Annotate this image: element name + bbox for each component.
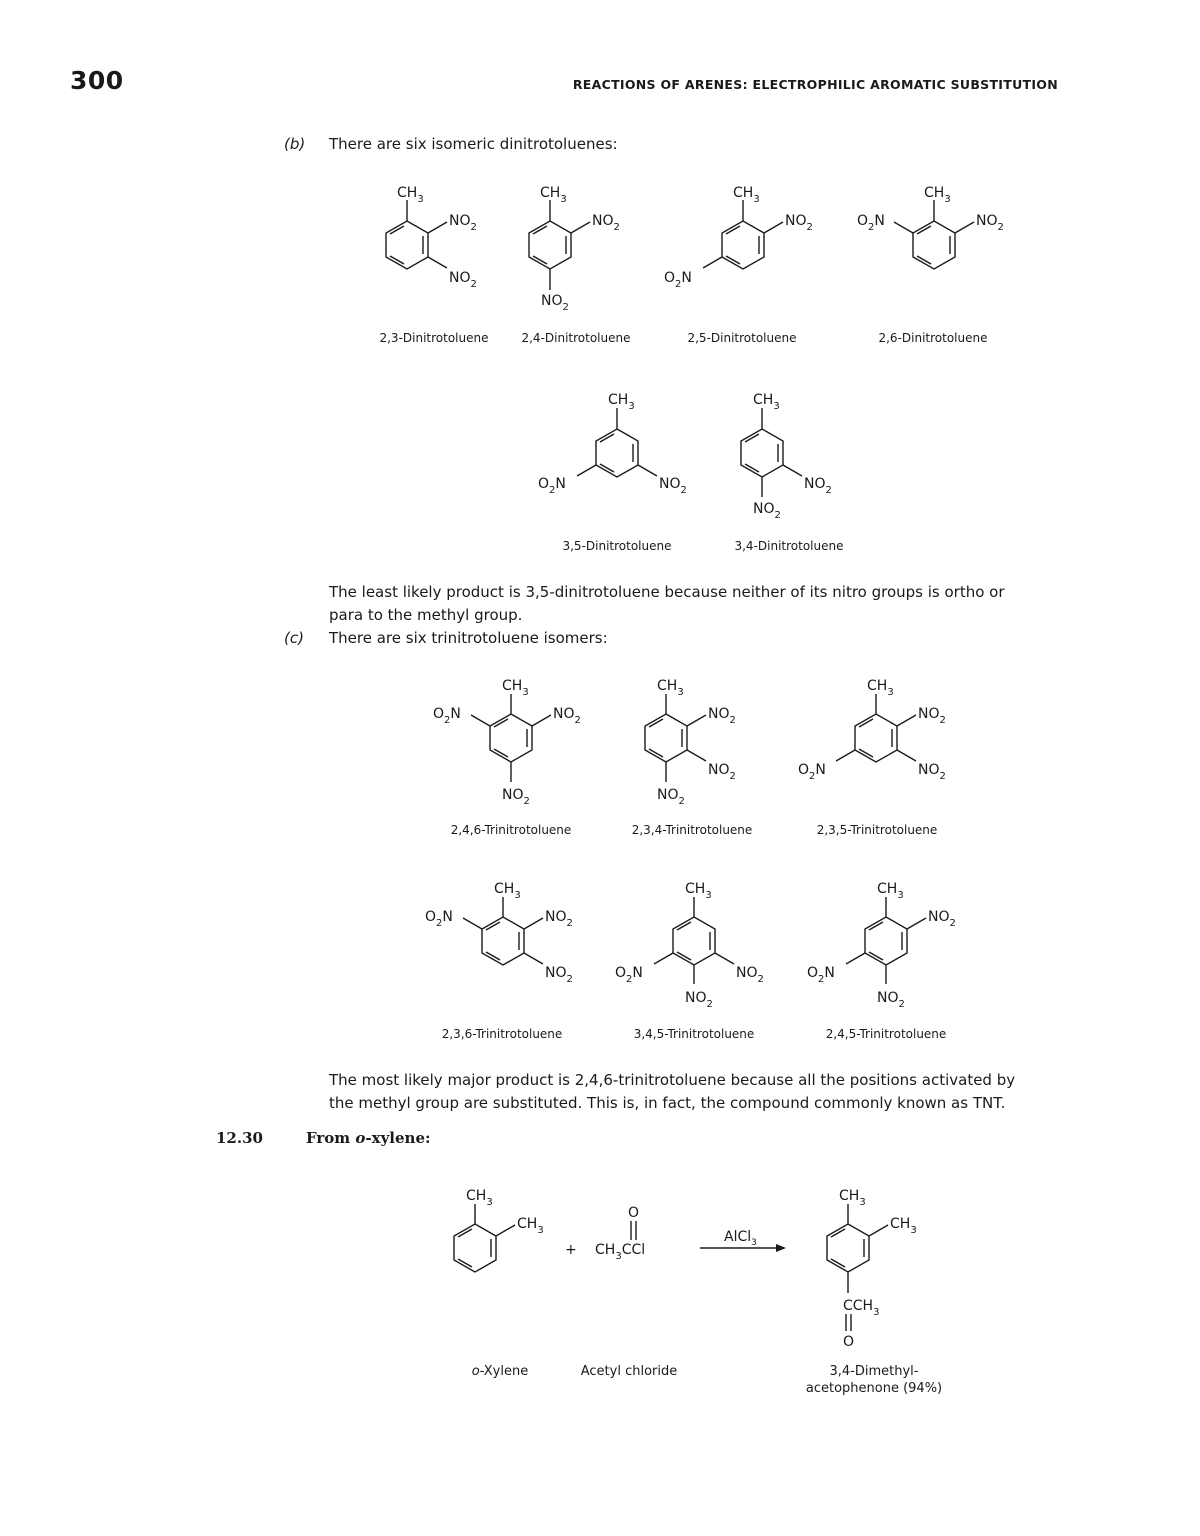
no2-label: $NO_2$ (976, 213, 1004, 233)
caption-2-6-dinitrotoluene: 2,6-Dinitrotoluene (878, 331, 988, 345)
no2-label: $NO_2$ (502, 787, 530, 807)
no2-label: $NO_2$ (708, 762, 736, 782)
ch3-label: $CH_3$ (517, 1216, 544, 1236)
o2n-label: $O_2N$ (857, 213, 885, 233)
acyl-formula: $CH_3CCl$ (595, 1242, 646, 1262)
part-c-conclusion-line1: The most likely major product is 2,4,6-trinitrotoluene because all the positions activated by (329, 1071, 1016, 1089)
caption-2-3-6-trinitrotoluene: 2,3,6-Trinitrotoluene (441, 1027, 563, 1041)
structure-2-6-dinitrotoluene (857, 185, 1004, 269)
no2-label: $NO_2$ (545, 965, 573, 985)
label-product-line2: acetophenone (94%) (805, 1381, 943, 1396)
o2n-label: $O_2N$ (615, 965, 643, 985)
no2-label: $NO_2$ (659, 476, 687, 496)
no2-label: $NO_2$ (804, 476, 832, 496)
o2n-label: $O_2N$ (798, 762, 826, 782)
no2-label: $NO_2$ (736, 965, 764, 985)
no2-label: $NO_2$ (708, 706, 736, 726)
problem-number: 12.30 (216, 1129, 263, 1147)
no2-label: $NO_2$ (877, 990, 905, 1010)
problem-heading: From o-xylene: (306, 1129, 431, 1147)
no2-label: $NO_2$ (592, 213, 620, 233)
part-b-conclusion-line2: para to the methyl group. (329, 606, 523, 624)
no2-label: $NO_2$ (918, 762, 946, 782)
no2-label: $NO_2$ (928, 909, 956, 929)
structure-2-4-5-trinitrotoluene (807, 881, 956, 1010)
structure-2-4-6-trinitrotoluene (433, 678, 581, 807)
ch3-label: $CH_3$ (733, 185, 760, 205)
caption-2-4-dinitrotoluene: 2,4-Dinitrotoluene (521, 331, 631, 345)
caption-2-3-4-trinitrotoluene: 2,3,4-Trinitrotoluene (631, 823, 753, 837)
ch3-label: $CH_3$ (685, 881, 712, 901)
o2n-label: $O_2N$ (807, 965, 835, 985)
no2-label: $NO_2$ (449, 213, 477, 233)
ch3-label: $CH_3$ (540, 185, 567, 205)
label-o-xylene: o-Xylene (471, 1364, 529, 1379)
caption-2-3-dinitrotoluene: 2,3-Dinitrotoluene (379, 331, 489, 345)
no2-label: $NO_2$ (785, 213, 813, 233)
ch3-label: $CH_3$ (890, 1216, 917, 1236)
no2-label: $NO_2$ (449, 270, 477, 290)
running-title: REACTIONS OF ARENES: ELECTROPHILIC AROMATIC SUBSTITUTION (572, 77, 1058, 92)
no2-label: $NO_2$ (541, 293, 569, 313)
o2n-label: $O_2N$ (664, 270, 692, 290)
no2-label: $NO_2$ (685, 990, 713, 1010)
ch3-label: $CH_3$ (502, 678, 529, 698)
structure-2-3-dinitrotoluene (386, 185, 477, 290)
caption-2-4-5-trinitrotoluene: 2,4,5-Trinitrotoluene (825, 1027, 947, 1041)
carbonyl-o-label: O (843, 1334, 855, 1350)
part-c-conclusion-line2: the methyl group are substituted. This is, in fact, the compound commonly known as TNT. (329, 1094, 1006, 1112)
ch3-label: $CH_3$ (753, 392, 780, 412)
caption-2-5-dinitrotoluene: 2,5-Dinitrotoluene (687, 331, 797, 345)
structure-3-4-dimethylacetophenone (827, 1188, 917, 1350)
carbonyl-o-label: O (628, 1205, 640, 1221)
ch3-label: $CH_3$ (494, 881, 521, 901)
caption-2-3-5-trinitrotoluene: 2,3,5-Trinitrotoluene (816, 823, 938, 837)
structure-3-4-dinitrotoluene (741, 392, 832, 521)
ch3-label: $CH_3$ (608, 392, 635, 412)
ch3-label: $CH_3$ (924, 185, 951, 205)
ch3-label: $CH_3$ (657, 678, 684, 698)
no2-label: $NO_2$ (545, 909, 573, 929)
structure-2-3-5-trinitrotoluene (798, 678, 946, 782)
caption-3-5-dinitrotoluene: 3,5-Dinitrotoluene (562, 539, 672, 553)
plus-sign: + (565, 1242, 577, 1258)
label-acetyl-chloride: Acetyl chloride (580, 1364, 678, 1379)
part-b-letter: (b) (284, 135, 306, 153)
ch3-label: $CH_3$ (397, 185, 424, 205)
catalyst-label: AlCl$_3$ (724, 1229, 757, 1248)
structure-o-xylene (454, 1188, 544, 1272)
ch3-label: $CH_3$ (877, 881, 904, 901)
caption-2-4-6-trinitrotoluene: 2,4,6-Trinitrotoluene (450, 823, 572, 837)
structure-2-4-dinitrotoluene (529, 185, 620, 313)
ch3-label: $CH_3$ (466, 1188, 493, 1208)
o2n-label: $O_2N$ (538, 476, 566, 496)
no2-label: $NO_2$ (918, 706, 946, 726)
caption-3-4-dinitrotoluene: 3,4-Dinitrotoluene (734, 539, 844, 553)
ch3-label: $CH_3$ (867, 678, 894, 698)
part-b-intro: There are six isomeric dinitrotoluenes: (329, 135, 618, 153)
part-c-intro: There are six trinitrotoluene isomers: (329, 629, 608, 647)
ch3-label: $CH_3$ (839, 1188, 866, 1208)
o2n-label: $O_2N$ (433, 706, 461, 726)
no2-label: $NO_2$ (753, 501, 781, 521)
part-b-conclusion-line1: The least likely product is 3,5-dinitrotoluene because neither of its nitro groups is ortho or (329, 583, 1005, 601)
part-c-letter: (c) (284, 629, 304, 647)
ketone-label: $CCH_3$ (843, 1298, 880, 1318)
o2n-label: $O_2N$ (425, 909, 453, 929)
structure-2-3-4-trinitrotoluene (645, 678, 736, 807)
reaction-arrow (700, 1229, 786, 1252)
structure-3-5-dinitrotoluene (538, 392, 687, 496)
label-product-line1: 3,4-Dimethyl- (829, 1364, 919, 1379)
page-number: 300 (70, 66, 124, 95)
no2-label: $NO_2$ (657, 787, 685, 807)
structure-2-5-dinitrotoluene (664, 185, 813, 290)
caption-3-4-5-trinitrotoluene: 3,4,5-Trinitrotoluene (633, 1027, 755, 1041)
structure-acetyl-chloride (595, 1205, 645, 1262)
structure-3-4-5-trinitrotoluene (615, 881, 764, 1010)
structure-2-3-6-trinitrotoluene (425, 881, 573, 985)
no2-label: $NO_2$ (553, 706, 581, 726)
